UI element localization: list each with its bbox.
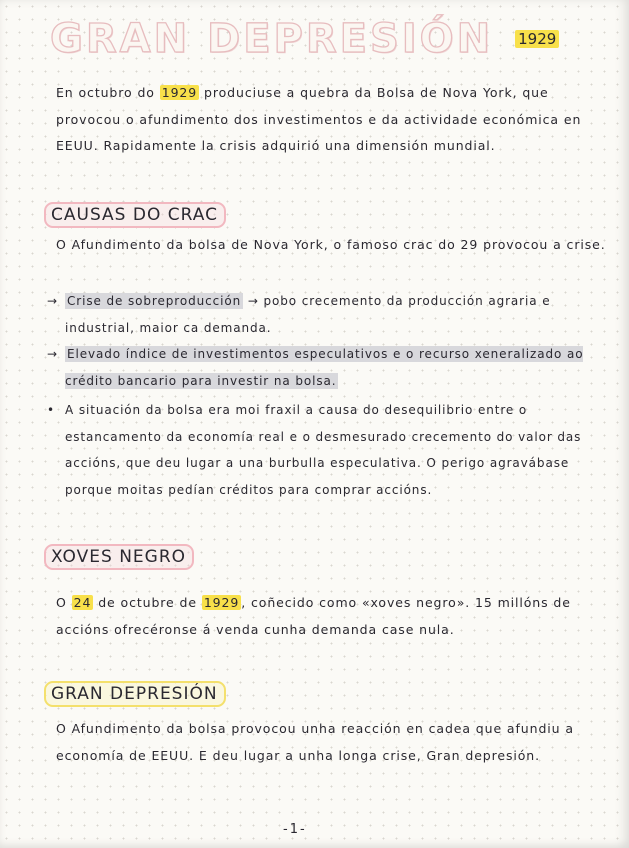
- intro-paragraph: [56, 80, 616, 160]
- arrow-icon: →: [47, 347, 58, 361]
- xoves-heading: XOVES NEGRO: [44, 544, 194, 570]
- bullet3-text: A situación da bolsa era moi fraxil a causa do desequilibrio entre o estancamento da economía real e o desmesurado crecemento do valor das accións, que deu lugar a una burbulla especulativa. O perigo agravábase porque moitas pedían créditos para comprar accións.: [65, 403, 582, 497]
- bullet2-text: Elevado índice de investimentos especulativos e o recurso xeneralizado ao crédito bancario para investir na bolsa.: [65, 347, 584, 388]
- bullet-dot-icon: •: [47, 403, 55, 417]
- xoves-year-highlight: 1929: [203, 595, 240, 610]
- xoves-text-rest: , coñecido como «xoves negro». 15 millóns de accións ofrecéronse á venda cunha demanda case nula.: [56, 595, 571, 637]
- arrow-icon: →: [47, 294, 58, 308]
- xoves-text-start: O: [56, 595, 72, 610]
- title-year-badge: 1929: [515, 30, 559, 48]
- gran-depresion-heading: GRAN DEPRESIÓN: [44, 681, 226, 707]
- bullet1-text: → pobo crecemento da producción agraria e industrial, maior ca demanda.: [65, 294, 551, 335]
- title-row: [50, 16, 559, 62]
- intro-text-start: En octubro do: [56, 85, 160, 100]
- xoves-paragraph: [56, 590, 616, 643]
- page-number: -1-: [283, 822, 307, 837]
- bullet1-highlight: Crise de sobreproducción: [67, 294, 242, 308]
- page-title: GRAN DEPRESIÓN: [50, 16, 494, 62]
- xoves-day-highlight: 24: [73, 595, 92, 610]
- causas-heading: CAUSAS DO CRAC: [44, 202, 226, 228]
- intro-year-highlight: 1929: [161, 85, 198, 100]
- xoves-text-mid: de octubre de: [93, 595, 202, 610]
- intro-text-rest: produciuse a quebra da Bolsa de Nova York, que provocou o afundimento dos investimentos e da actividade económica en EEUU. Rapidamente la crisis adquirió una dimensión mundial.: [56, 85, 582, 153]
- causas-paragraph: O Afundimento da bolsa de Nova York, o famoso crac do 29 provocou a crise.: [56, 237, 606, 252]
- gran-depresion-paragraph: O Afundimento da bolsa provocou unha reacción en cadea que afundiu a economía de EEUU. E deu lugar a unha longa crise, Gran depresión.: [56, 721, 574, 763]
